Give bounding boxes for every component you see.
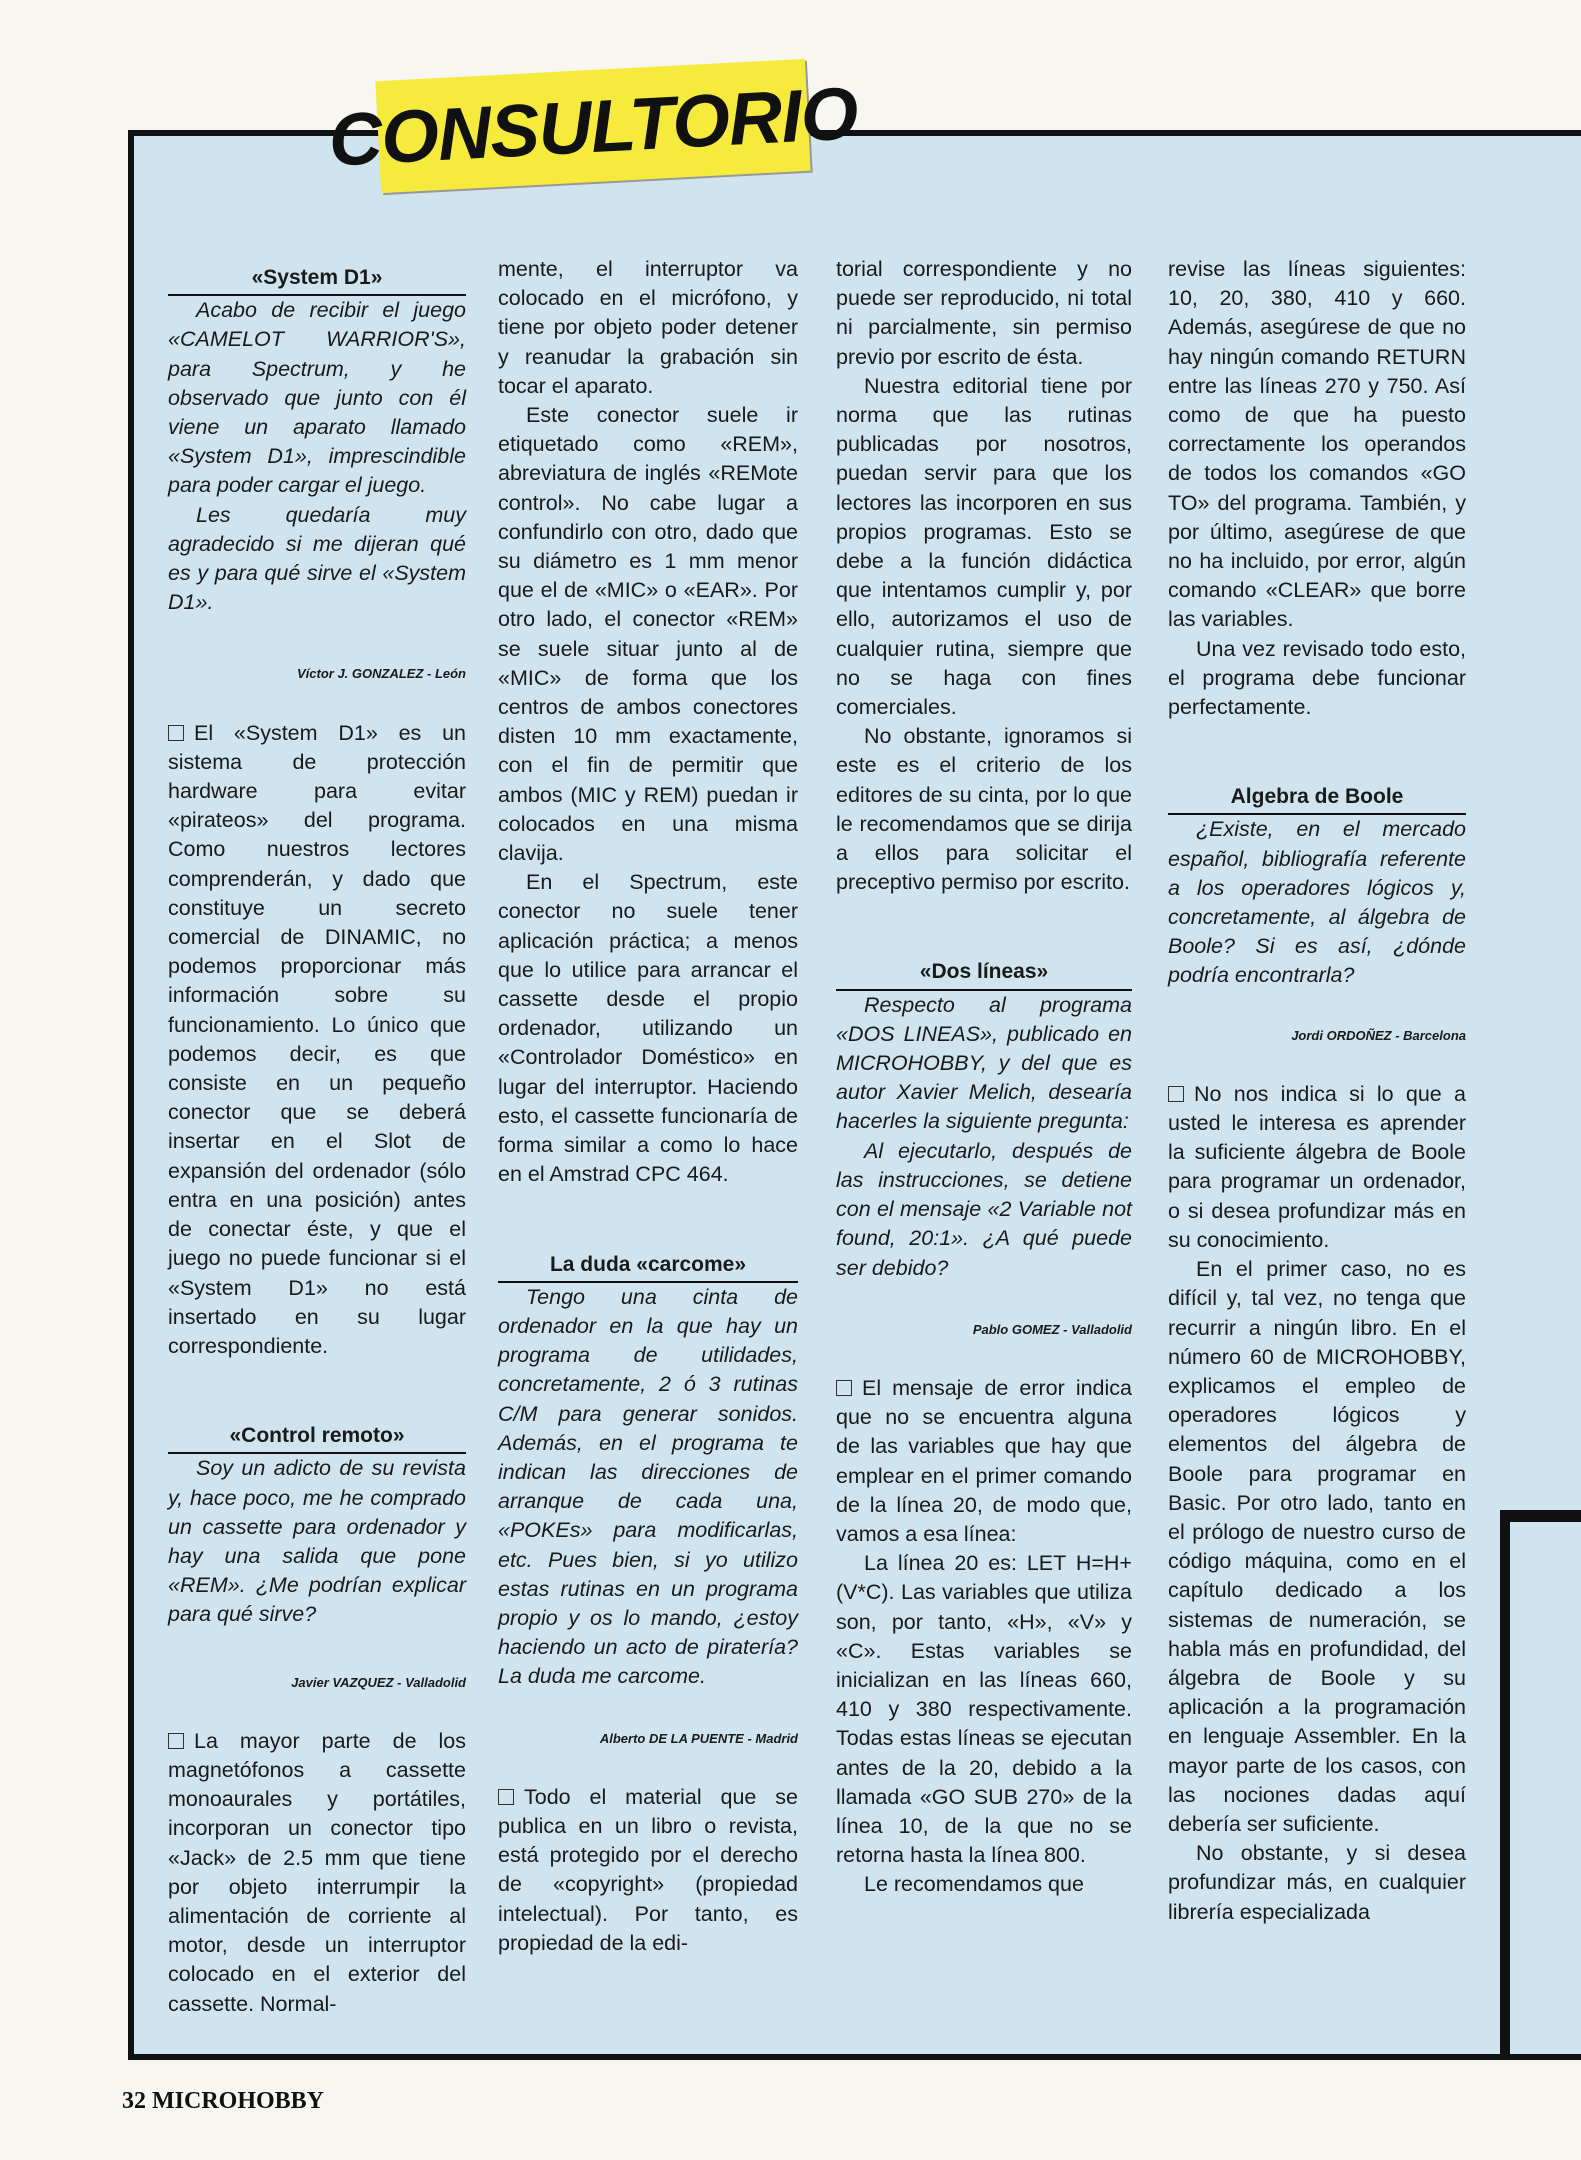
body-paragraph: En el primer caso, no es difícil y, tal vez, no tenga que recurrir a ningún libro. En el número 60 de MICROHOBBY, explicamos el empleo de operadores lógicos y elementos del álgebra de Boole para programar en Basic. Por otro lado, tanto en el prólogo de nuestro curso de código máquina, como en el capítulo dedicado a los sistemas de numeración, se habla más en profundidad, del álgebra de Boole y su aplicación a la programación en lenguaje Assembler. En la mayor parte de los casos, con las nociones dadas aquí debería ser suficiente. <box>1168 1257 1466 1836</box>
heading-la-duda: La duda «carcome» <box>498 1250 798 1283</box>
body-paragraph: Nuestra editorial tiene por norma que las rutinas publicadas por nosotros, puedan servir para que los lectores las incorporen en sus propios programas. Esto se debe a la función didáctica que intentamos cumplir y, por ello, autorizamos el uso de cualquier rutina, siempre que no se haga con fines comerciales. <box>836 373 1132 720</box>
section-gap <box>168 1361 466 1421</box>
section-gap <box>836 897 1132 957</box>
continued-paragraph: mente, el interruptor va colocado en el micrófono, y tiene por objeto poder detener y reanudar la grabación sin tocar el aparato. <box>498 257 798 398</box>
question-paragraph: Soy un adicto de su revista y, hace poco, me he comprado un cassette para ordenador y hay una salida que pone «REM». ¿Me podrían explicar para qué sirve? <box>168 1456 466 1627</box>
signature: Jordi ORDOÑEZ - Barcelona <box>1291 1027 1466 1043</box>
page-footer: 32 MICROHOBBY <box>122 2088 325 2114</box>
answer-paragraph: El «System D1» es un sistema de protección hardware para evitar «pirateos» del programa. Como nuestros lectores comprenderán, y dado que constituye un secreto comercial de DINAMIC, no podemos proporcionar más información sobre su funcionamiento. Lo único que podemos decir, es que consiste en un pequeño conector que se deberá insertar en el Slot de expansión del ordenador (sólo entra en una posición) antes de conectar éste, y que el juego no puede funcionar si el «System D1» no está insertado en su lugar correspondiente. <box>168 720 466 1358</box>
signature: Víctor J. GONZALEZ - León <box>296 666 466 682</box>
answer-box-icon <box>836 1380 852 1396</box>
body-paragraph: Este conector suele ir etiquetado como «REM», abreviatura de inglés «REMote control». No cabe lugar a confundirlo con otro, dado que su diámetro es 1 mm menor que el de «MIC» o «EAR». Por otro lado, el conector «REM» se suele situar junto al de «MIC» de forma que los centros de ambos conectores disten 10 mm exactamente, con el fin de permitir que ambos (MIC y REM) puedan ir colocados en una misma clavija. <box>498 403 798 866</box>
body-paragraph: En el Spectrum, este conector no suele tener aplicación práctica; a menos que lo utilice para arrancar el cassette desde el propio ordenador, utilizando un «Controlador Doméstico» en lugar del interruptor. Haciendo esto, el cassette funcionaría de forma similar a como lo hace en el Amstrad CPC 464. <box>498 870 798 1187</box>
section-logo <box>326 59 860 193</box>
question-paragraph: Respecto al programa «DOS LINEAS», publicado en MICROHOBBY, y del que es autor Xavier Melich, desearía hacerles la siguiente pregunta: <box>836 992 1132 1134</box>
signature: Javier VAZQUEZ - Valladolid <box>291 1674 466 1690</box>
section-title: CONSULTORIO <box>326 70 860 182</box>
column-3 <box>836 255 1132 1900</box>
question-paragraph: ¿Existe, en el mercado español, bibliografía referente a los operadores lógicos y, concretamente, al álgebra de Boole? Si es así, ¿dónde podría encontrarla? <box>1168 817 1466 988</box>
question-paragraph: Acabo de recibir el juego «CAMELOT WARRIOR'S», para Spectrum, y he observado que junto con él viene un aparato llamado «System D1», imprescindible para poder cargar el juego. <box>168 298 466 498</box>
body-paragraph: No obstante, ignoramos si este es el criterio de los editores de su cinta, por lo que le recomendamos que se dirija a ellos para solicitar el preceptivo permiso por escrito. <box>836 724 1132 895</box>
question-paragraph: Al ejecutarlo, después de las instrucciones, se detiene con el mensaje «2 Variable not found, 20:1». ¿A qué puede ser debido? <box>836 1138 1132 1280</box>
answer-paragraph: El mensaje de error indica que no se encuentra alguna de las variables que hay que emplear en el primer comando de la línea 20, de modo que, vamos a esa línea: <box>836 1375 1132 1546</box>
signature: Alberto DE LA PUENTE - Madrid <box>599 1730 798 1746</box>
answer-paragraph: No nos indica si lo que a usted le interesa es aprender la suficiente álgebra de Boole para programar un ordenador, o si desea profundizar más en su conocimiento. <box>1168 1081 1466 1252</box>
continued-paragraph: torial correspondiente y no puede ser reproducido, ni total ni parcialmente, sin permiso previo por escrito de ésta. <box>836 257 1132 369</box>
body-paragraph: La línea 20 es: LET H=H+ (V*C). Las variables que utiliza son, por tanto, «H», «V» y «C». Estas variables se inicializan en las líneas 660, 410 y 380 respectivamente. Todas estas líneas se ejecutan antes de la 20, debido a la llamada «GO SUB 270» de la línea 10, de la que no se retorna hasta la línea 800. <box>836 1551 1132 1868</box>
continued-paragraph: revise las líneas siguientes: 10, 20, 380, 410 y 660. Además, asegúrese de que no hay ningún comando RETURN entre las líneas 270 y 750. Así como de que ha puesto correctamente los operandos de todos los comandos «GO TO» del programa. También, y por último, asegúrese de que no ha incluido, por error, algún comando «CLEAR» que borre las variables. <box>1168 257 1466 632</box>
answer-paragraph: La mayor parte de los magnetófonos a cassette monoaurales y portátiles, incorporan un conector tipo «Jack» de 2.5 mm que tiene por objeto interrumpir la alimentación de corriente al motor, desde un interruptor colocado en el exterior del cassette. Normal- <box>168 1728 466 2016</box>
section-gap <box>1168 722 1466 782</box>
section-gap <box>498 1190 798 1250</box>
heading-control-remoto: «Control remoto» <box>168 1421 466 1454</box>
question-paragraph: Les quedaría muy agradecido si me dijeran qué es y para qué sirve el «System D1». <box>168 502 466 615</box>
answer-box-icon <box>1168 1086 1184 1102</box>
body-paragraph: Le recomendamos que <box>864 1872 1084 1897</box>
body-paragraph: Una vez revisado todo esto, el programa debe funcionar perfectamente. <box>1168 636 1466 720</box>
heading-algebra-de-boole: Algebra de Boole <box>1168 782 1466 815</box>
heading-dos-lineas: «Dos líneas» <box>836 957 1132 990</box>
body-paragraph: No obstante, y si desea profundizar más, en cualquier librería especializada <box>1168 1841 1466 1924</box>
panel-right-bar <box>1500 1510 1581 1522</box>
signature: Pablo GOMEZ - Valladolid <box>972 1321 1132 1337</box>
heading-system-d1: «System D1» <box>168 263 466 296</box>
question-paragraph: Tengo una cinta de ordenador en la que hay un programa de utilidades, concretamente, 2 ó 3 rutinas C/M para generar sonidos. Además, en el programa te indican las direcciones de arranque de cada una, «POKEs» para modificarlas, etc. Pues bien, si yo utilizo estas rutinas en un programa propio y os lo mando, ¿estoy haciendo un acto de piratería? La duda me carcome. <box>498 1284 798 1689</box>
column-1 <box>168 255 466 2019</box>
answer-box-icon <box>168 1733 184 1749</box>
answer-box-icon <box>498 1789 514 1805</box>
answer-paragraph: Todo el material que se publica en un libro o revista, está protegido por el derecho de «copyright» (propiedad intelectual). Por tanto, es propiedad de la edi- <box>498 1784 798 1955</box>
answer-box-icon <box>168 725 184 741</box>
column-2 <box>498 255 798 1958</box>
column-4 <box>1168 255 1466 1927</box>
panel-right-rule <box>1500 1510 1510 2060</box>
